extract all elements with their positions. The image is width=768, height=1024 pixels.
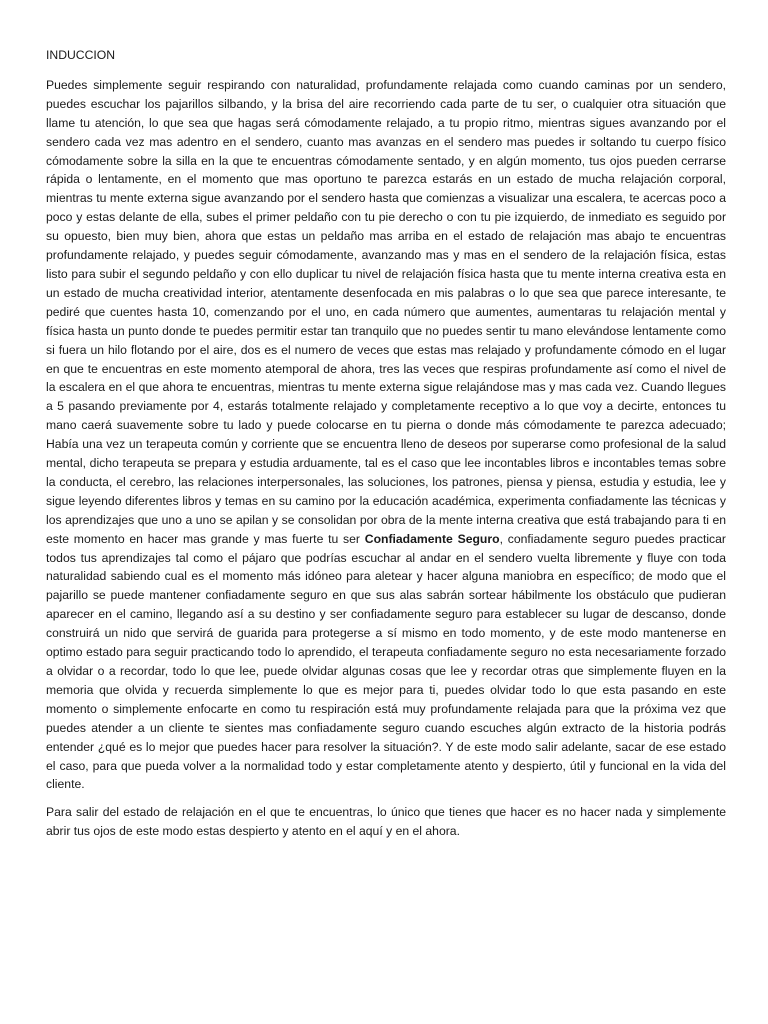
document-page — [46, 46, 726, 850]
body-paragraph-1 — [46, 76, 726, 794]
body-paragraph-2: Para salir del estado de relajación en el que te encuentras, lo único que tienes que hacer es no hacer nada y simplemente abrir tus ojos de este modo estas despierto y atento en el aquí y en el ahora. — [46, 805, 726, 839]
bold-phrase: Confiadamente Seguro — [364, 531, 500, 546]
document-title: INDUCCION — [46, 48, 116, 62]
paragraph-1-text-end: , confiadamente seguro puedes practicar todos tus aprendizajes tal como el pájaro que podrías escuchar al andar en el sendero vuelta libremente y fluye con toda naturalidad sabiendo cual es el momento más idóneo para aletear y hacer alguna maniobra en específico; de modo que el pajarillo se puede mantener confiadamente seguro en que sus alas sabrán sortear hábilmente los obstáculo que pudieran aparecer en el camino, llegando así a su destino y ser confiadamente seguro para establecer su lugar de descanso, donde construirá un nido que servirá de guarida para protegerse a sí mismo en todo momento, y de este modo mantenerse en optimo estado para seguir practicando todo lo aprendido, el terapeuta confiadamente seguro no esta necesariamente forzado a olvidar o a recordar, todo lo que lee, puede olvidar algunas cosas que lee y recordar otras que simplemente fluyen en la memoria que olvida y recuerda simplemente lo que es mejor para ti, puedes olvidar todo lo que esta pasando en este momento o simplemente enfocarte en como tu respiración está muy profundamente relajada para que la próxima vez que puedes atender a un cliente te sientes mas confiadamente seguro cuando escuches algún extracto de la historia podrás entender ¿qué es lo mejor que puedes hacer para resolver la situación?. Y de este modo salir adelante, sacar de ese estado el caso, para que pueda volver a la normalidad todo y estar completamente atento y despierto, útil y funcional en la vida del cliente. — [46, 531, 726, 792]
paragraph-1-text-start: Puedes simplemente seguir respirando con naturalidad, profundamente relajada como cuando caminas por un sendero, puedes escuchar los pajarillos silbando, y la brisa del aire recorriendo cada parte de tu ser, o cualquier otra situación que llame tu atención, lo que sea que hagas será cómodamente relajado, a tu propio ritmo, mientras sigues avanzando por el sendero cada vez mas adentro en el sendero, cuanto mas avanzas en el sendero mas puedes ir soltando tu cuerpo físico cómodamente sobre la silla en la que te encuentras cómodamente sentado, y en algún momento, tus ojos pueden cerrarse rápida o lentamente, en el momento que mas oportuno te parezca estarás en un estado de mucha relajación corporal, mientras tu mente externa sigue avanzando por el sendero hasta que comienzas a visualizar una escalera, te acercas poco a poco y estas delante de ella, subes el primer peldaño con tu pie derecho o con tu pie izquierdo, de inmediato es seguido por su opuesto, bien muy bien, ahora que estas un peldaño mas arriba en el estado de relajación mas abajo te encuentras profundamente relajado, y puedes seguir cómodamente, avanzando mas y mas en el sendero de la relajación física, estas listo para subir el segundo peldaño y con ello duplicar tu nivel de relajación física hasta que tu mente interna creativa esta en un estado de mucha creatividad interior, atentamente desenfocada en mis palabras o lo que sea que parece interesante, te pediré que cuentes hasta 10, comenzando por el uno, en cada número que aumentes, aumentaras tu relajación mental y física hasta un punto donde te puedes permitir estar tan tranquilo que no puedes sentir tu mano elevándose lentamente como si fuera un hilo flotando por el aire, dos es el numero de veces que estas mas relajado y profundamente cómodo en el lugar en que te encuentras en este momento atemporal de ahora, tres las veces que respiras profundamente así como el nivel de la escalera en el que ahora te encuentras, mientras tu mente externa sigue relajándose mas y mas cada vez. Cuando llegues a 5 pasando previamente por 4, estarás totalmente relajado y completamente receptivo a lo que voy a decirte, entonces tu mano caerá suavemente sobre tu lado y puede colocarse en tu pierna o donde más cómodamente te parezca adecuado; Había una vez un terapeuta común y corriente que se encuentra lleno de deseos por superarse como profesional de la salud mental, dicho terapeuta se prepara y estudia arduamente, tal es el caso que lee incontables libros e incontables temas sobre la conducta, el cerebro, las relaciones interpersonales, las soluciones, los patrones, piensa y piensa, estudia y estudia, lee y sigue leyendo diferentes libros y temas en su camino por la educación académica, experimenta confiadamente las técnicas y los aprendizajes que uno a uno se apilan y se consolidan por obra de la mente interna creativa que está trabajando para ti en este momento en hacer mas grande y mas fuerte tu ser — [46, 77, 726, 546]
